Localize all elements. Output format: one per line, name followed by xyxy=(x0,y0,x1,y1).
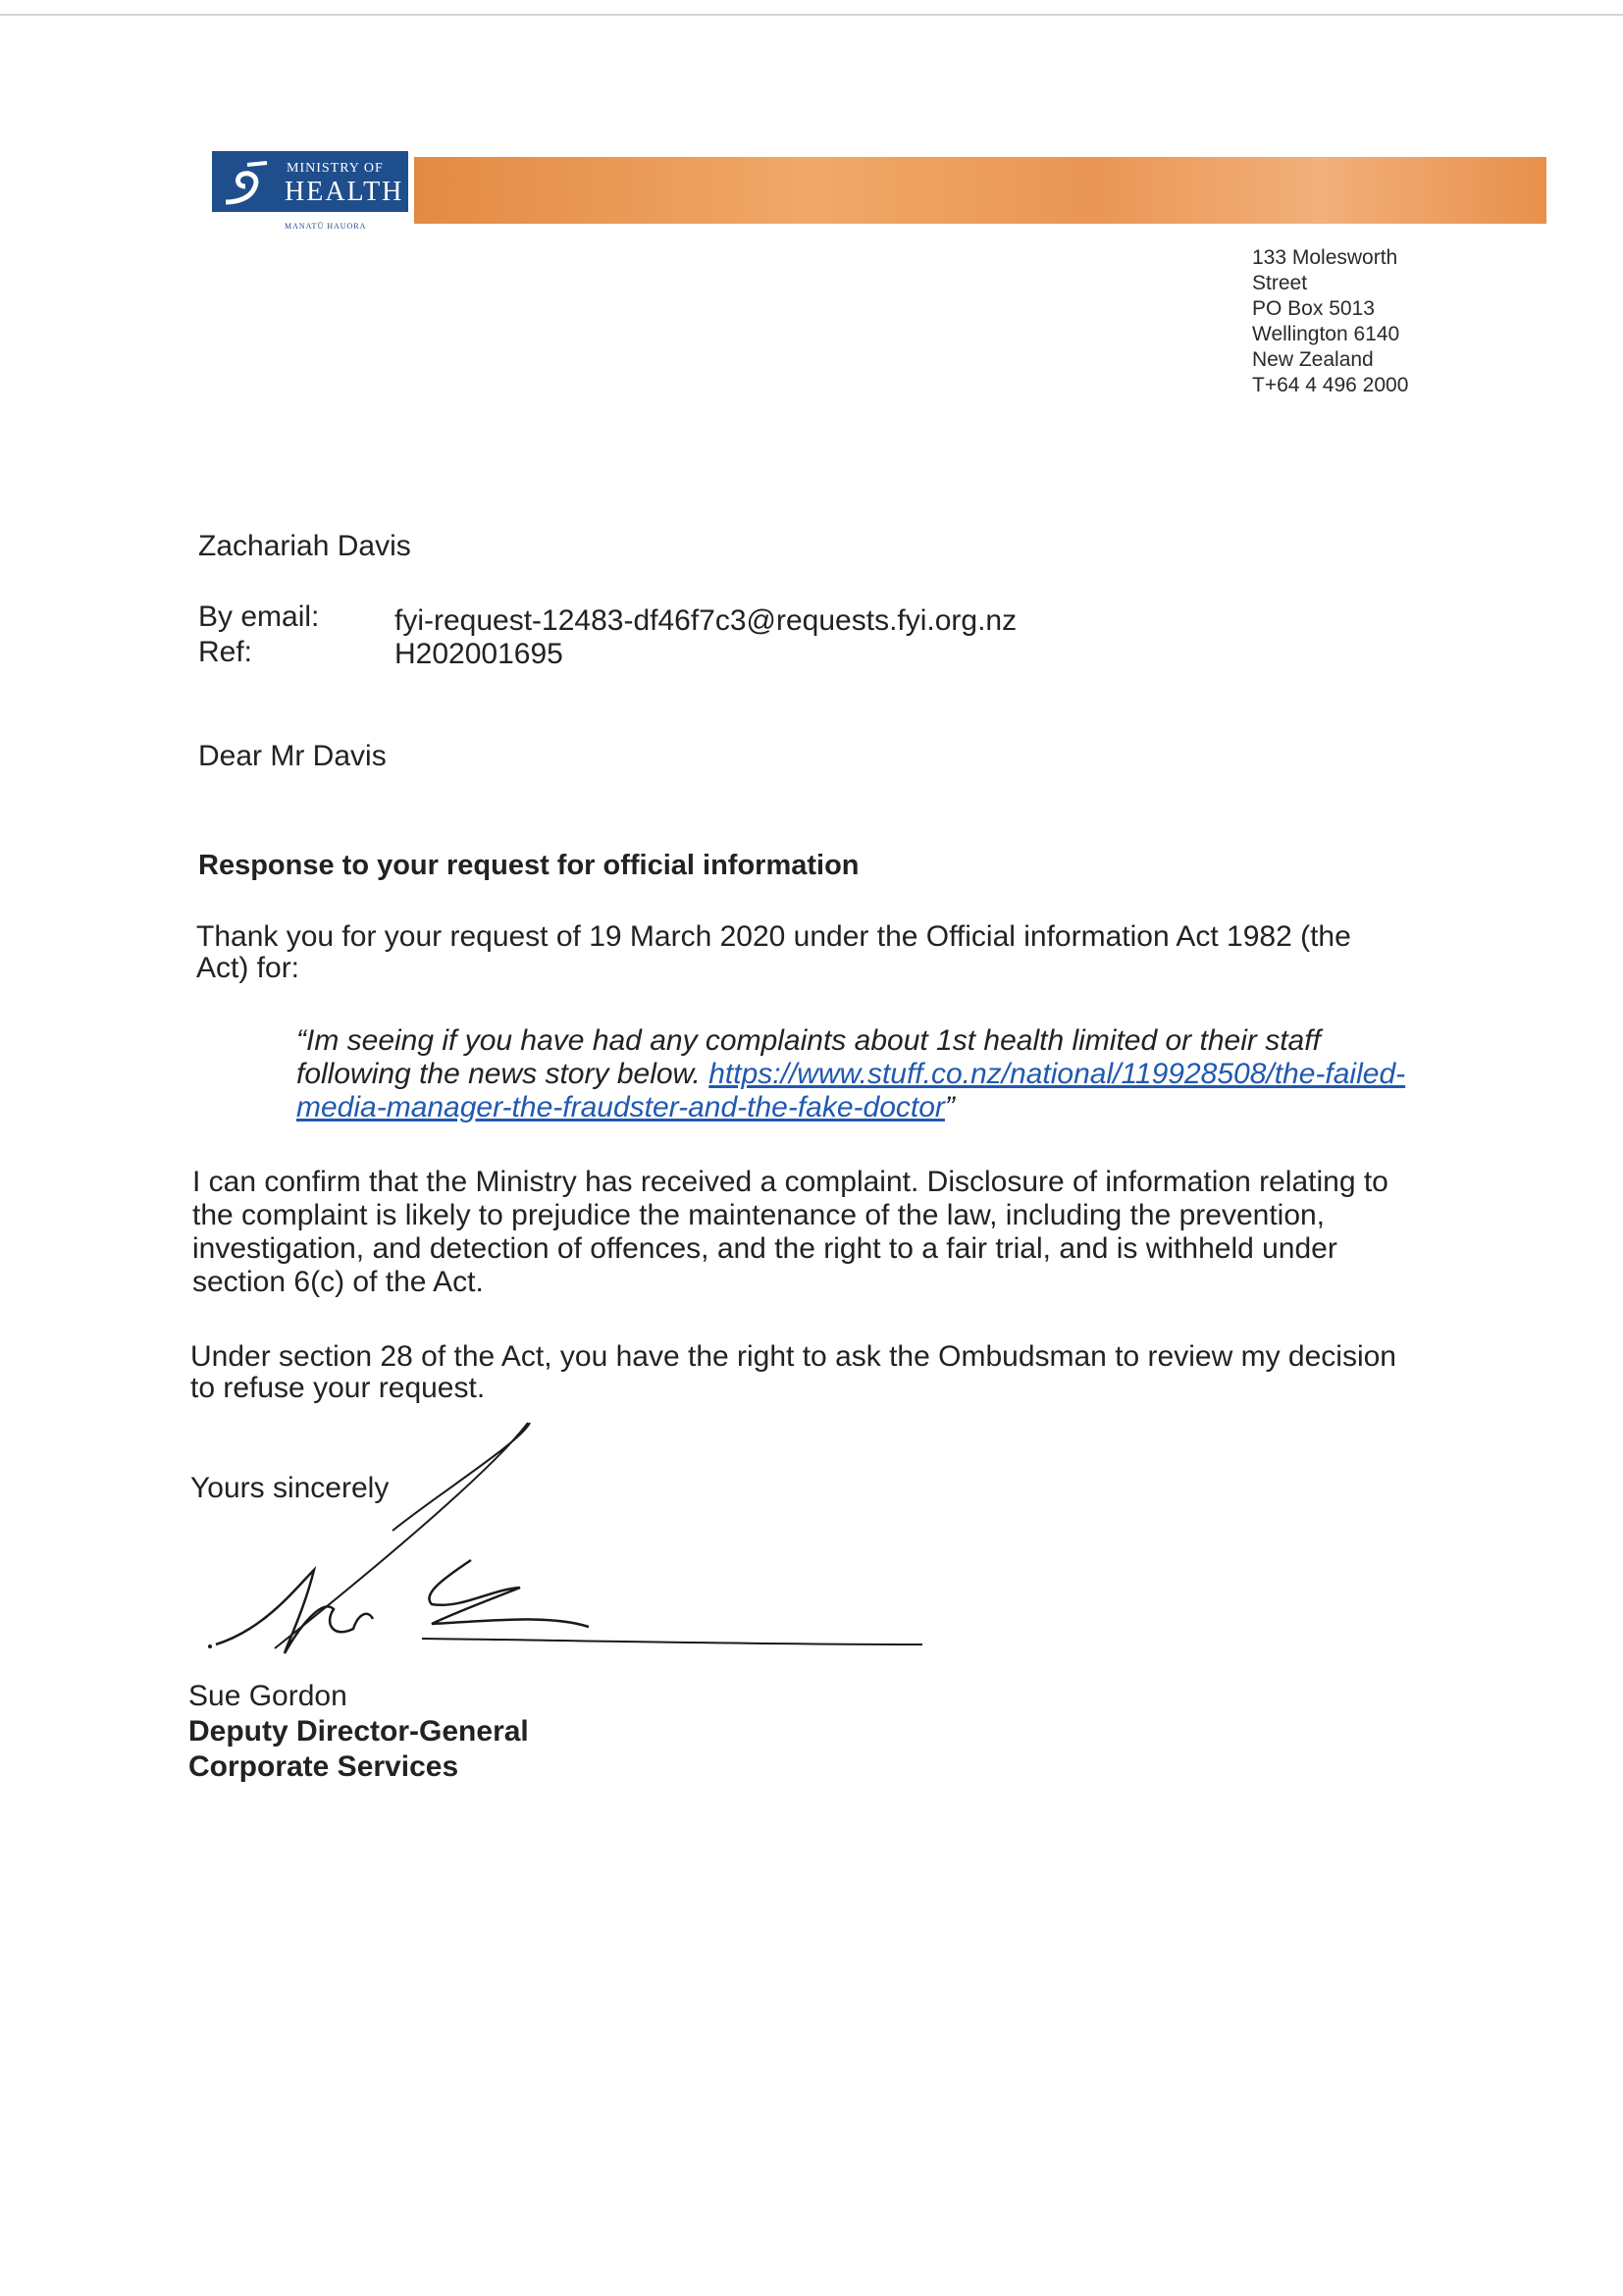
paragraph-line: the complaint is likely to prejudice the maintenance of the law, including the prevention, xyxy=(192,1199,1326,1231)
paragraph-line: Under section 28 of the Act, you have the right to ask the Ombudsman to review my decision xyxy=(190,1340,1396,1373)
news-link-continued[interactable]: media-manager-the-fraudster-and-the-fake-doctor xyxy=(296,1091,945,1123)
closing: Yours sincerely xyxy=(190,1472,390,1504)
paragraph-line: to refuse your request. xyxy=(190,1372,486,1404)
logo-subtitle: MANATŪ HAUORA xyxy=(285,222,367,231)
paragraph-line: Thank you for your request of 19 March 2020 under the Official information Act 1982 (the xyxy=(196,920,1351,953)
quote-line xyxy=(296,1058,1405,1091)
address-line: 133 Molesworth xyxy=(1252,246,1398,269)
quote-line: “Im seeing if you have had any complaints about 1st health limited or their staff xyxy=(296,1024,1321,1057)
quote-line xyxy=(296,1091,955,1124)
letter-heading: Response to your request for official information xyxy=(198,850,860,881)
news-link[interactable]: https://www.stuff.co.nz/national/119928508/the-failed- xyxy=(708,1058,1406,1090)
signatory-name: Sue Gordon xyxy=(188,1680,347,1712)
signatory-department: Corporate Services xyxy=(188,1750,459,1783)
letterhead-banner xyxy=(414,157,1546,224)
email-value: fyi-request-12483-df46f7c3@requests.fyi.org.nz xyxy=(394,604,1018,637)
email-label: By email: xyxy=(198,600,320,633)
address-line: T+64 4 496 2000 xyxy=(1252,374,1409,396)
address-line: Street xyxy=(1252,272,1308,294)
recipient-name: Zachariah Davis xyxy=(198,530,411,562)
ministry-address xyxy=(1252,245,1408,398)
ref-value: H202001695 xyxy=(394,638,563,670)
ministry-logo xyxy=(212,151,408,212)
koru-icon xyxy=(218,159,277,206)
logo-text-ministry: MINISTRY OF xyxy=(287,161,384,176)
handwritten-signature xyxy=(196,1413,942,1668)
salutation: Dear Mr Davis xyxy=(198,740,387,772)
ref-label: Ref: xyxy=(198,636,253,668)
address-line: PO Box 5013 xyxy=(1252,297,1375,320)
paragraph-line: I can confirm that the Ministry has received a complaint. Disclosure of information relating to xyxy=(192,1166,1388,1198)
paragraph-line: section 6(c) of the Act. xyxy=(192,1266,484,1298)
quote-close: ” xyxy=(944,1091,955,1123)
signatory-title: Deputy Director-General xyxy=(188,1715,529,1748)
paragraph-line: investigation, and detection of offences, and the right to a fair trial, and is withheld under xyxy=(192,1232,1337,1265)
quote-text: following the news story below. xyxy=(296,1058,709,1090)
logo-text-health: HEALTH xyxy=(285,177,404,207)
address-line: New Zealand xyxy=(1252,348,1374,371)
paragraph-line: Act) for: xyxy=(196,952,300,984)
scan-edge xyxy=(0,14,1623,16)
address-line: Wellington 6140 xyxy=(1252,323,1400,345)
